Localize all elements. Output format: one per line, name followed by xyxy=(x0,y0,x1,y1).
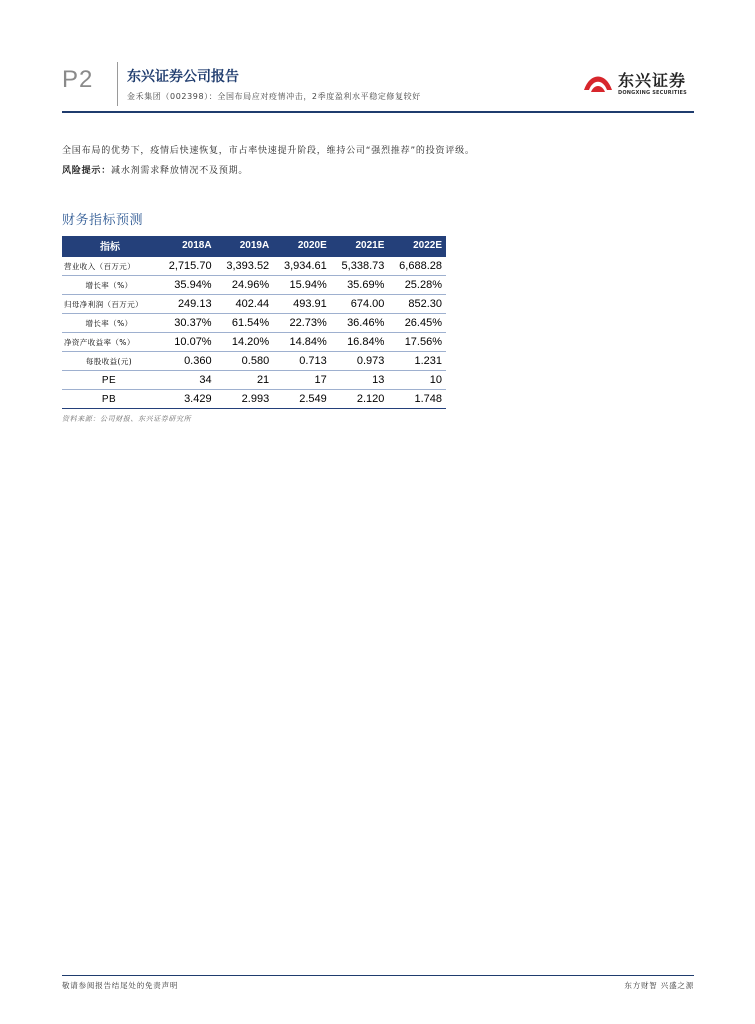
table-row xyxy=(62,333,446,352)
column-header: 2018A xyxy=(182,240,212,251)
table-cell: 493.91 xyxy=(273,295,331,314)
table-cell: 13 xyxy=(331,371,389,390)
company-logo xyxy=(582,66,697,100)
table-cell: 36.46% xyxy=(331,314,389,333)
footer-rule xyxy=(62,975,694,976)
table-cell: 1.748 xyxy=(388,390,446,409)
table-cell: 2.549 xyxy=(273,390,331,409)
section-title: 财务指标预测 xyxy=(62,213,144,228)
table-row xyxy=(62,256,446,276)
table-row xyxy=(62,352,446,371)
table-cell: 3.429 xyxy=(158,390,216,409)
table-cell: 249.13 xyxy=(158,295,216,314)
table-cell: 14.84% xyxy=(273,333,331,352)
table-cell: 0.580 xyxy=(216,352,274,371)
row-label: PE xyxy=(62,371,158,390)
table-cell: 17 xyxy=(273,371,331,390)
table-cell: 14.20% xyxy=(216,333,274,352)
table-cell: 22.73% xyxy=(273,314,331,333)
table-cell: 6,688.28 xyxy=(388,256,446,276)
table-cell: 21 xyxy=(216,371,274,390)
table-cell: 674.00 xyxy=(331,295,389,314)
table-cell: 26.45% xyxy=(388,314,446,333)
column-header: 指标 xyxy=(100,242,120,253)
table-row xyxy=(62,371,446,390)
row-label: 增长率（%） xyxy=(62,276,158,295)
table-cell: 35.94% xyxy=(158,276,216,295)
table-row xyxy=(62,390,446,409)
table-cell: 61.54% xyxy=(216,314,274,333)
table-row xyxy=(62,314,446,333)
risk-text: 减水剂需求释放情况不及预期。 xyxy=(111,166,249,176)
report-title: 东兴证券公司报告 xyxy=(127,69,239,85)
table-cell: 5,338.73 xyxy=(331,256,389,276)
table-cell: 0.360 xyxy=(158,352,216,371)
table-cell: 852.30 xyxy=(388,295,446,314)
data-source-note: 资料来源：公司财报、东兴证券研究所 xyxy=(62,415,192,423)
dongxing-logo-icon xyxy=(582,68,614,96)
table-cell: 2,715.70 xyxy=(158,256,216,276)
logo-english-text: DONGXING SECURITIES xyxy=(618,90,687,96)
table-row xyxy=(62,295,446,314)
table-cell: 3,934.61 xyxy=(273,256,331,276)
table-cell: 30.37% xyxy=(158,314,216,333)
column-header: 2022E xyxy=(413,240,442,251)
row-label: PB xyxy=(62,390,158,409)
header-rule xyxy=(62,111,694,113)
row-label: 每股收益(元) xyxy=(62,352,158,371)
table-cell: 0.973 xyxy=(331,352,389,371)
table-cell: 10 xyxy=(388,371,446,390)
table-cell: 17.56% xyxy=(388,333,446,352)
body-paragraph: 全国布局的优势下，疫情后快速恢复，市占率快速提升阶段，维持公司“强烈推荐”的投资评级。 xyxy=(62,146,475,156)
column-header: 2019A xyxy=(239,240,270,251)
table-cell: 402.44 xyxy=(216,295,274,314)
table-cell: 2.993 xyxy=(216,390,274,409)
risk-warning xyxy=(62,163,248,176)
financial-forecast-table xyxy=(62,236,446,409)
row-label: 归母净利润（百万元） xyxy=(62,295,158,314)
row-label: 增长率（%） xyxy=(62,314,158,333)
table-cell: 24.96% xyxy=(216,276,274,295)
table-cell: 1.231 xyxy=(388,352,446,371)
risk-label: 风险提示： xyxy=(62,166,112,176)
report-subtitle: 金禾集团（002398）：全国布局应对疫情冲击，2季度盈利水平稳定修复较好 xyxy=(127,92,421,101)
table-cell: 35.69% xyxy=(331,276,389,295)
row-label: 营业收入（百万元） xyxy=(62,256,158,276)
table-cell: 3,393.52 xyxy=(216,256,274,276)
table-header-row xyxy=(62,236,446,256)
table-cell: 2.120 xyxy=(331,390,389,409)
column-header: 2020E xyxy=(297,240,327,251)
logo-text: 东兴证券 xyxy=(618,71,687,90)
table-row xyxy=(62,276,446,295)
page-number: P2 xyxy=(62,66,94,93)
table-cell: 16.84% xyxy=(331,333,389,352)
table-cell: 15.94% xyxy=(273,276,331,295)
header-divider xyxy=(117,62,118,106)
table-cell: 34 xyxy=(158,371,216,390)
row-label: 净资产收益率（%） xyxy=(62,333,158,352)
table-cell: 25.28% xyxy=(388,276,446,295)
footer-disclaimer: 敬请参阅报告结尾处的免责声明 xyxy=(62,981,179,990)
table-cell: 0.713 xyxy=(273,352,331,371)
column-header: 2021E xyxy=(355,240,385,251)
footer-slogan: 东方财智 兴盛之源 xyxy=(624,981,694,990)
table-cell: 10.07% xyxy=(158,333,216,352)
